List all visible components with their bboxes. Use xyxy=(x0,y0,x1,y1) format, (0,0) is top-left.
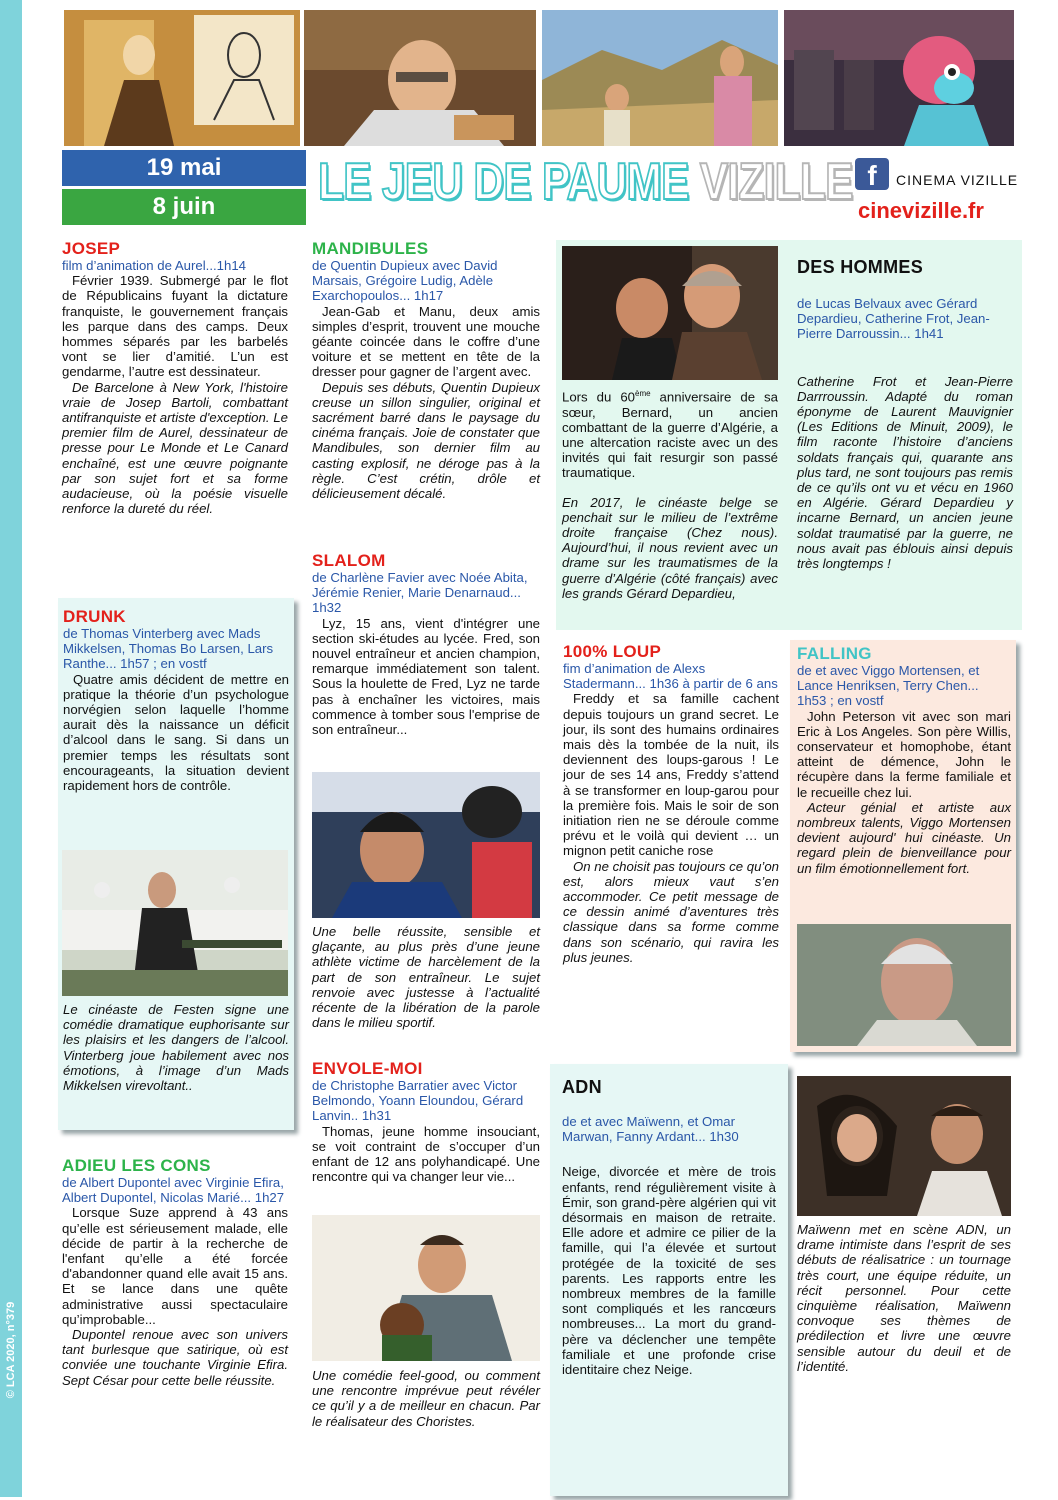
film-credits: de Albert Dupontel avec Virginie Efira, Albert Dupontel, Nicolas Marié... 1h27 xyxy=(62,1175,285,1206)
website-link[interactable]: cinevizille.fr xyxy=(858,198,984,223)
film-title: FALLING xyxy=(797,644,872,663)
film-review: Acteur génial et artiste aux nombreux talents, Viggo Mortensen devient aujourd' hui cinéaste. Un regard plein de bienveillance pour un film émotionnellement fort. xyxy=(797,799,1011,876)
mandibules-article xyxy=(312,240,540,501)
masthead-town: VIZILLE xyxy=(699,153,853,211)
envole-review xyxy=(312,1368,540,1429)
film-review: Une belle réussite, sensible et glaçante, au plus près d’une jeune athlète victime de harcèlement de la part de son entraîneur. Le sujet renvoie avec justesse à l’actualité récente de la libération de la parole dans le milieu sportif. xyxy=(312,924,540,1031)
adieu-article xyxy=(62,1157,288,1388)
film-title: MANDIBULES xyxy=(312,239,429,258)
film-review: Catherine Frot et Jean-Pierre Darrroussin. Adapté du roman éponyme de Laurent Mauvignier (Les Editions de Minuit, 2009), le film raconte l’histoire d’anciens soldats français qui, quarante ans plus tard, ne sont toujours pas remis de ce qu’ils ont vu et vécu en 1960 en Algérie. Gérard Depardieu y incarne Bernard, un ancien jeune soldat traumatisé par la guerre, ne nous avait pas éblouis ainsi depuis très longtemps ! xyxy=(797,373,1013,572)
film-synopsis: Jean-Gab et Manu, deux amis simples d’esprit, trouvent une mouche géante coincée dans le coffre d’une voiture et se mettent en tête de la dresser pour gagner de l’argent avec. xyxy=(312,303,540,380)
envole-still-image xyxy=(312,1215,540,1361)
film-credits: de Lucas Belvaux avec Gérard Depardieu, Catherine Frot, Jean-Pierre Darroussin... 1h41 xyxy=(797,296,990,342)
film-review: De Barcelone à New York, l'histoire vraie de Josep Bartoli, combattant antifranquiste et artiste d'exception. Le premier film de Aurel, dessinateur de presse pour Le Monde et Le Canard enchaîné, est une œuvre poignante par son sujet fort et sa forme audacieuse, où la poésie visuelle renforce la dureté du réel. xyxy=(62,379,288,517)
drunk-review xyxy=(63,1002,289,1093)
film-credits: de et avec Maïwenn, et Omar Marwan, Fanny Ardant... 1h30 xyxy=(562,1114,739,1145)
josep-article xyxy=(62,240,288,516)
envole-article xyxy=(312,1060,540,1184)
film-title: ADN xyxy=(562,1077,602,1097)
cinema-masthead xyxy=(318,152,853,228)
josep-still-image xyxy=(64,10,300,146)
film-credits: de Christophe Barratier avec Victor Belmondo, Yoann Eloundou, Gérard Lanvin.. 1h31 xyxy=(312,1078,524,1124)
film-synopsis: Lors du 60ème anniversaire de sa sœur, Bernard, un ancien combattant de la guerre d’Algérie, a une altercation raciste avec un des invités qui fait resurgir son passé traumatique. xyxy=(562,389,778,481)
film-review: Depuis ses débuts, Quentin Dupieux creuse un sillon singulier, original et sacrément barré dans le paysage du cinéma français. Joie de constater que Mandibules, son dernier film au casting explosif, ne déroge pas à la règle. C’est crétin, drôle et délicieusement décalé. xyxy=(312,379,540,502)
film-title: SLALOM xyxy=(312,551,386,570)
film-synopsis: Février 1939. Submergé par le flot de Républicains fuyant la dictature franquiste, le gouvernement français les parque dans des camps. Deux hommes séparés par les barbelés vont se lier d’amitié. L’un est gendarme, l’autre est dessinateur. xyxy=(62,273,288,380)
film-review: En 2017, le cinéaste belge se penchait sur le milieu de l’extrême droite française (Chez nous). Aujourd’hui, il nous revient avec un drame sur les traumatismes de la guerre d’Algérie (côté français) avec les grands Gérard Depardieu, xyxy=(562,494,778,601)
film-review: Une comédie feel-good, ou comment une rencontre imprévue peut révéler ce qu’il y a de meilleur en chacun. Par le réalisateur des Choristes. xyxy=(312,1368,540,1429)
falling-article xyxy=(797,645,1011,876)
film-review: Le cinéaste de Festen signe une comédie dramatique euphorisante sur les plaisirs et les dangers de l’alcool. Vinterberg joue habilement avec nos émotions, à l’image d’un Mads Mikkelsen virevoltant.. xyxy=(63,1002,289,1094)
loup-article xyxy=(563,643,779,965)
end-date-banner: 8 juin xyxy=(62,189,306,225)
adn-article xyxy=(562,1078,776,1377)
film-title: JOSEP xyxy=(62,239,121,258)
film-synopsis: Lyz, 15 ans, vient d'intégrer une section ski-études au lycée. Fred, son nouvel entraîneur et ancien champion, remarque immédiatement son talent. Sous la houlette de Fred, Lyz ne tarde pas à enchaîner les victoires, mais commence à tomber sous l'emprise de son entraîneur... xyxy=(312,615,540,738)
des-hommes-right-text xyxy=(797,258,1013,571)
film-title: 100% LOUP xyxy=(563,642,662,661)
film-credits: de Thomas Vinterberg avec Mads Mikkelsen, Thomas Bo Larsen, Lars Ranthe... 1h57 ; en vostf xyxy=(63,626,274,672)
des-hommes-left-text xyxy=(562,386,778,601)
start-date-banner: 19 mai xyxy=(62,150,306,186)
film-credits: fim d’animation de Alexs Stadermann... 1h36 à partir de 6 ans xyxy=(563,661,778,692)
film-title: DES HOMMES xyxy=(797,257,924,277)
copyright-notice: © LCA 2020, n°379 xyxy=(5,1301,17,1399)
film-synopsis: Lorsque Suze apprend à 43 ans qu’elle est sérieusement malade, elle décide de partir à la recherche de l'enfant qu’elle a été forcée d'abandonner quand elle avait 15 ans. Et se lance dans une quête administrative aussi spectaculaire qu’improbable... xyxy=(62,1205,288,1327)
film-credits: de Quentin Dupieux avec David Marsais, Grégoire Ludig, Adèle Exarchopoulos... 1h17 xyxy=(312,258,498,304)
film-credits: film d’animation de Aurel...1h14 xyxy=(62,258,246,273)
slalom-review xyxy=(312,924,540,1030)
film-title: ENVOLE-MOI xyxy=(312,1059,423,1078)
drunk-still-image xyxy=(62,850,288,996)
falling-still-image xyxy=(797,924,1011,1046)
slalom-article xyxy=(312,552,540,737)
facebook-page-label[interactable]: CINEMA VIZILLE xyxy=(896,172,1019,188)
film-title: DRUNK xyxy=(63,607,126,626)
film-title: ADIEU LES CONS xyxy=(62,1156,211,1175)
film-review: Maïwenn met en scène ADN, un drame intimiste dans l’esprit de ses débuts de réalisatrice : un tournage très court, une équipe réduite, un récit personnel. Pour cette cinquième réalisation, Maïwenn convoque ses thèmes de prédilection et livre une œuvre sensible autour du deuil et de l’identité. xyxy=(797,1222,1011,1374)
film-synopsis: Thomas, jeune homme insouciant, se voit contraint de s’occuper d’un enfant de 12 ans polyhandicapé. Une rencontre qui va changer leur vie... xyxy=(312,1123,540,1185)
masthead-title: LE JEU DE PAUME xyxy=(318,153,700,211)
slalom-still-image xyxy=(542,10,778,146)
film-synopsis: Neige, divorcée et mère de trois enfants, rend régulièrement visite à Émir, son grand-père algérien qui vit désormais en maison de retraite. Elle adore et admire ce pilier de la famille, qui l’a élevée et surtout protégée de la toxicité de ses parents. Les rapports entre les nombreux membres de la famille sont compliqués et les rancœurs nombreuses... La mort du grand-père va déclencher une tempête familiale et une profonde crise identitaire chez Neige. xyxy=(562,1164,776,1378)
mandibules-still-image xyxy=(304,10,536,146)
des-hommes-still-image xyxy=(562,246,778,380)
adn-review xyxy=(797,1222,1011,1374)
facebook-icon[interactable]: f xyxy=(855,158,889,190)
film-synopsis: Freddy et sa famille cachent depuis toujours un grand secret. Le jour, ils sont des humains ordinaires mais dès la tombée de la nuit, ils deviennent des loups-garous ! Le jour de ses 14 ans, Freddy s’attend à se transformer en loup-garou pour la première fois. Mais le soir de son initiation rien ne se déroule comme prévu et le voilà qui devient … un mignon petit caniche rose xyxy=(563,691,779,859)
loup-still-image xyxy=(784,10,1014,146)
film-synopsis: John Peterson vit avec son mari Eric à Los Angeles. Son père Willis, conservateur et homophobe, étant atteint de démence, John le récupère dans la ferme familiale et le recueille chez lui. xyxy=(797,708,1011,800)
film-credits: de et avec Viggo Mortensen, et Lance Henriksen, Terry Chen... 1h53 ; en vostf xyxy=(797,663,980,709)
film-review: On ne choisit pas toujours ce qu’on est, alors mieux vaut s’en accommoder. Ce petit message de ce dessin animé d’aventures très classique dans sa forme comme dans son scénario, qui ravira les plus jeunes. xyxy=(563,858,779,965)
drunk-article xyxy=(63,608,289,793)
film-review: Dupontel renoue avec son univers tant burlesque que satirique, où est conviée une touchante Virginie Efira. Sept César pour cette belle réussite. xyxy=(62,1327,288,1388)
film-credits: de Charlène Favier avec Noée Abita, Jérémie Renier, Marie Denarnaud... 1h32 xyxy=(312,570,528,616)
adn-still-image xyxy=(797,1076,1011,1216)
slalom-coach-image xyxy=(312,772,540,918)
film-synopsis: Quatre amis décident de mettre en pratique la théorie d’un psychologue norvégien selon laquelle l’homme aurait dès la naissance un déficit d’alcool dans le sang. Si dans un premier temps les résultats sont encourageants, la situation devient rapidement hors de contrôle. xyxy=(63,671,289,794)
